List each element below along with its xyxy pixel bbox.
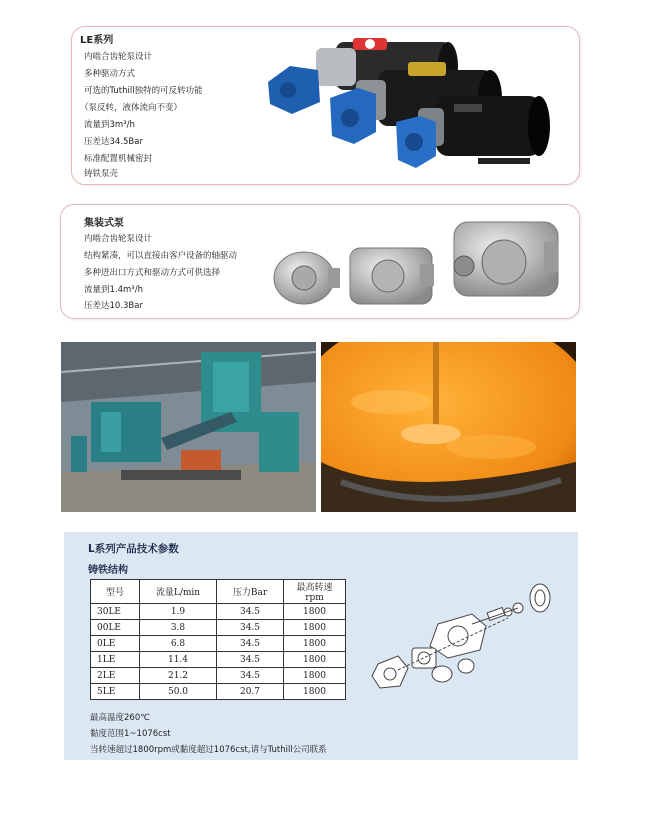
table-row [91, 684, 346, 700]
factory-photo [61, 342, 316, 512]
cell-pressure: 34.5 [217, 604, 284, 620]
col-header-pressure: 压力Bar [217, 580, 284, 604]
cell-pressure: 34.5 [217, 668, 284, 684]
integrated-feature: 内啮合齿轮泵设计 [84, 234, 153, 244]
cell-model: 30LE [91, 604, 140, 620]
table-row [91, 668, 346, 684]
le-feature: 可选的Tuthill独特的可反转功能 [84, 86, 203, 96]
exploded-pump-diagram [368, 578, 554, 702]
cell-rpm: 1800 [284, 636, 346, 652]
table-header-row [91, 580, 346, 604]
cell-rpm: 1800 [284, 604, 346, 620]
col-header-flow: 流量L/min [140, 580, 217, 604]
integrated-pump-title: 集装式泵 [84, 218, 124, 229]
table-row [91, 636, 346, 652]
cell-rpm: 1800 [284, 684, 346, 700]
col-header-rpm: 最高转速rpm [284, 580, 346, 604]
cell-pressure: 20.7 [217, 684, 284, 700]
cell-flow: 11.4 [140, 652, 217, 668]
cell-model: 1LE [91, 652, 140, 668]
cell-model: 00LE [91, 620, 140, 636]
cell-flow: 21.2 [140, 668, 217, 684]
spec-subtitle: 铸铁结构 [88, 565, 128, 576]
integrated-feature: 压差达10.3Bar [84, 301, 143, 311]
cell-flow: 1.9 [140, 604, 217, 620]
spec-table [90, 579, 346, 700]
cell-flow: 6.8 [140, 636, 217, 652]
spec-note-temperature: 最高温度260℃ [90, 713, 150, 723]
le-series-title: LE系列 [80, 35, 114, 46]
le-feature: 压差达34.5Bar [84, 137, 143, 147]
integrated-feature: 流量到1.4m³/h [84, 285, 143, 295]
spec-note-viscosity: 黏度范围1~1076cst [90, 729, 171, 739]
le-feature: 多种驱动方式 [84, 69, 136, 79]
spec-title: L系列产品技术参数 [88, 543, 179, 555]
table-row [91, 604, 346, 620]
cell-pressure: 34.5 [217, 636, 284, 652]
cell-flow: 3.8 [140, 620, 217, 636]
le-feature: （泵反转，液体流向不变） [80, 103, 183, 113]
cell-model: 2LE [91, 668, 140, 684]
integrated-feature: 多种进出口方式和驱动方式可供选择 [84, 268, 221, 278]
le-feature: 铸铁泵壳 [84, 169, 119, 179]
cell-pressure: 34.5 [217, 620, 284, 636]
cell-flow: 50.0 [140, 684, 217, 700]
le-feature: 流量到3m³/h [84, 120, 135, 130]
cell-pressure: 34.5 [217, 652, 284, 668]
le-feature: 标准配置机械密封 [84, 154, 153, 164]
integrated-feature: 结构紧凑，可以直接由客户设备的轴驱动 [84, 251, 238, 261]
cell-rpm: 1800 [284, 620, 346, 636]
cell-model: 0LE [91, 636, 140, 652]
cell-rpm: 1800 [284, 668, 346, 684]
cell-rpm: 1800 [284, 652, 346, 668]
paint-mixing-photo [321, 342, 576, 512]
table-row [91, 620, 346, 636]
le-pump-motors-image [258, 32, 558, 182]
col-header-model: 型号 [91, 580, 140, 604]
integrated-pumps-image [268, 212, 568, 312]
spec-note-contact: 当转速超过1800rpm或黏度超过1076cst,请与Tuthill公司联系 [90, 745, 327, 755]
table-row [91, 652, 346, 668]
le-feature: 内啮合齿轮泵设计 [84, 52, 153, 62]
cell-model: 5LE [91, 684, 140, 700]
